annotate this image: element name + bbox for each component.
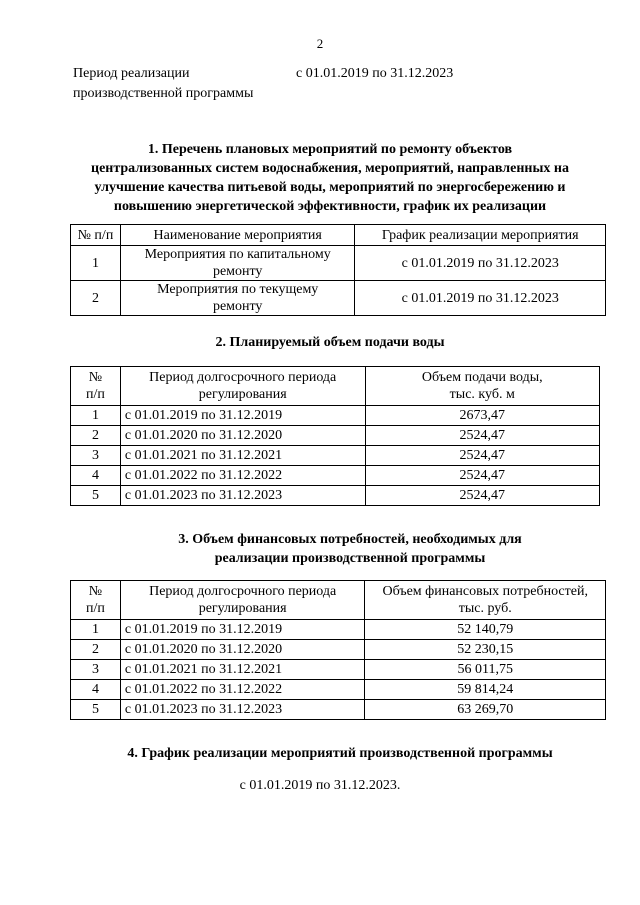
- row-number: 1: [71, 620, 121, 640]
- column-header-line: Объем финансовых потребностей,: [382, 584, 588, 599]
- row-value: 52 140,79: [365, 620, 606, 640]
- column-header-line: Период долгосрочного периода: [149, 584, 337, 599]
- period-label: [73, 64, 253, 104]
- table-row: [71, 426, 600, 446]
- table-row: [71, 446, 600, 466]
- period-label-line: производственной программы: [73, 86, 254, 101]
- table-header-row: [71, 225, 606, 246]
- row-number: 2: [71, 281, 121, 316]
- activity-name-line: Мероприятия по текущему: [157, 282, 319, 297]
- column-header: [71, 367, 121, 406]
- period-label-line: Период реализации: [73, 66, 190, 81]
- heading-line: повышению энергетической эффективности, график их реализации: [113, 199, 547, 214]
- row-period: с 01.01.2021 по 31.12.2021: [120, 660, 365, 680]
- table-row: [71, 466, 600, 486]
- activity-schedule: с 01.01.2019 по 31.12.2023: [355, 281, 606, 316]
- row-value: 2524,47: [365, 426, 600, 446]
- heading-line: улучшение качества питьевой воды, мероприятий по энергосбережению и: [94, 180, 566, 195]
- table-row: [71, 620, 606, 640]
- column-header-line: тыс. руб.: [458, 601, 512, 616]
- activity-schedule: с 01.01.2019 по 31.12.2023: [355, 246, 606, 281]
- column-header: График реализации мероприятия: [355, 225, 606, 246]
- row-number: 3: [71, 446, 121, 466]
- row-number: 5: [71, 486, 121, 506]
- row-period: с 01.01.2019 по 31.12.2019: [120, 620, 365, 640]
- activity-name-line: ремонту: [212, 264, 263, 279]
- table-row: [71, 660, 606, 680]
- row-value: 63 269,70: [365, 700, 606, 720]
- table-row: [71, 680, 606, 700]
- section2-heading: 2. Планируемый объем подачи воды: [215, 335, 445, 350]
- table-row: [71, 246, 606, 281]
- row-period: с 01.01.2020 по 31.12.2020: [120, 640, 365, 660]
- row-number: 4: [71, 680, 121, 700]
- row-period: с 01.01.2019 по 31.12.2019: [120, 406, 365, 426]
- table-row: [71, 406, 600, 426]
- table-header-row: [71, 367, 600, 406]
- row-value: 52 230,15: [365, 640, 606, 660]
- section4-period: с 01.01.2019 по 31.12.2023.: [239, 778, 401, 793]
- column-header-line: Объем подачи воды,: [421, 370, 543, 385]
- water-supply-table: [70, 366, 600, 506]
- table-row: [71, 281, 606, 316]
- table-row: [71, 640, 606, 660]
- row-number: 5: [71, 700, 121, 720]
- column-header-line: Период долгосрочного периода: [149, 370, 337, 385]
- column-header: Наименование мероприятия: [120, 225, 355, 246]
- activity-name-line: ремонту: [212, 299, 263, 314]
- row-value: 2524,47: [365, 466, 600, 486]
- column-header-line: регулирования: [198, 601, 287, 616]
- period-value: с 01.01.2019 по 31.12.2023: [296, 66, 454, 81]
- activity-name-line: Мероприятия по капитальному: [144, 247, 331, 262]
- row-period: с 01.01.2022 по 31.12.2022: [120, 680, 365, 700]
- row-period: с 01.01.2023 по 31.12.2023: [120, 700, 365, 720]
- activity-name: [120, 281, 355, 316]
- row-period: с 01.01.2021 по 31.12.2021: [120, 446, 365, 466]
- heading-line: 1. Перечень плановых мероприятий по ремонту объектов: [147, 142, 513, 157]
- column-header-line: №: [88, 584, 103, 599]
- row-value: 2524,47: [365, 486, 600, 506]
- table-row: [71, 700, 606, 720]
- row-number: 4: [71, 466, 121, 486]
- activity-name: [120, 246, 355, 281]
- column-header: [71, 581, 121, 620]
- row-period: с 01.01.2020 по 31.12.2020: [120, 426, 365, 446]
- page-number: 2: [316, 36, 324, 51]
- column-header: [365, 581, 606, 620]
- column-header: № п/п: [71, 225, 121, 246]
- table-row: [71, 486, 600, 506]
- row-number: 1: [71, 246, 121, 281]
- column-header-line: регулирования: [198, 387, 287, 402]
- heading-line: централизованных систем водоснабжения, мероприятий, направленных на: [91, 161, 569, 176]
- row-value: 59 814,24: [365, 680, 606, 700]
- row-value: 56 011,75: [365, 660, 606, 680]
- section4-heading: 4. График реализации мероприятий производственной программы: [127, 746, 553, 761]
- activities-table: [70, 224, 606, 316]
- column-header: [120, 367, 365, 406]
- row-period: с 01.01.2023 по 31.12.2023: [120, 486, 365, 506]
- row-value: 2673,47: [365, 406, 600, 426]
- heading-line: реализации производственной программы: [214, 551, 486, 566]
- section3-heading: [110, 530, 590, 568]
- column-header-line: №: [88, 370, 103, 385]
- row-period: с 01.01.2022 по 31.12.2022: [120, 466, 365, 486]
- heading-line: 3. Объем финансовых потребностей, необходимых для: [178, 532, 522, 547]
- column-header-line: тыс. куб. м: [449, 387, 515, 402]
- column-header: [120, 581, 365, 620]
- column-header-line: п/п: [86, 387, 105, 402]
- row-number: 3: [71, 660, 121, 680]
- row-number: 1: [71, 406, 121, 426]
- row-value: 2524,47: [365, 446, 600, 466]
- row-number: 2: [71, 426, 121, 446]
- column-header: [365, 367, 600, 406]
- table-header-row: [71, 581, 606, 620]
- financial-needs-table: [70, 580, 606, 720]
- column-header-line: п/п: [86, 601, 105, 616]
- section1-heading: [60, 140, 600, 216]
- row-number: 2: [71, 640, 121, 660]
